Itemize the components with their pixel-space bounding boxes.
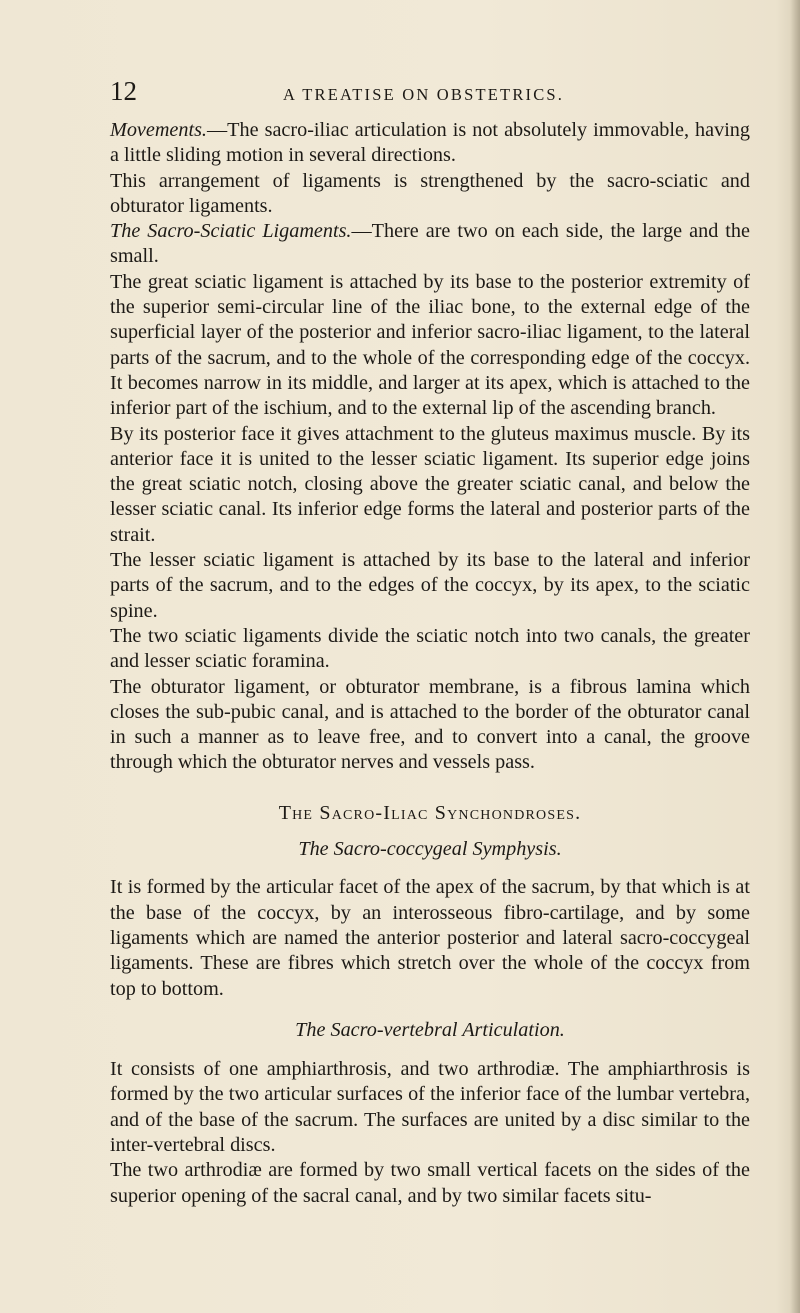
paragraph: The two sciatic ligaments divide the sciatic notch into two canals, the greater and lesser sciatic foramina.	[110, 624, 750, 673]
paragraph: The lesser sciatic ligament is attached by its base to the lateral and inferior parts of the sacrum, and to the edges of the coccyx, by its apex, to the sciatic spine.	[110, 549, 750, 622]
spacer	[110, 776, 750, 801]
subsection-heading-articulation: The Sacro-vertebral Articulation.	[295, 1018, 565, 1041]
paragraph: This arrangement of ligaments is strengthened by the sacro-sciatic and obturator ligaments.	[110, 169, 750, 217]
page-edge-shadow	[790, 0, 800, 1313]
running-title: A TREATISE ON OBSTETRICS.	[283, 85, 565, 104]
paragraph: It consists of one amphiarthrosis, and two arthrodiæ. The amphiarthrosis is formed by the two articular surfaces of the inferior face of the lumbar vertebra, and of the base of the sacrum. The surfaces are united by a disc similar to the inter-vertebral discs.	[110, 1058, 750, 1156]
paragraph-text: —The sacro-iliac articulation is not absolutely immovable, having a little sliding motion in several directions.	[110, 119, 750, 167]
paragraph-lead-sacro-sciatic: The Sacro-Sciatic Ligaments.	[110, 220, 352, 243]
spacer	[110, 826, 750, 837]
spacer	[110, 862, 750, 875]
paragraph-text: —There are two on each side, the large and the small.	[110, 220, 750, 268]
paragraph-sacro-sciatic	[110, 219, 750, 270]
paragraph: By its posterior face it gives attachment to the gluteus maximus muscle. By its anterior face it is united to the lesser sciatic ligament. Its superior edge joins the great sciatic notch, closing above the greater sciatic canal, and below the lesser sciatic canal. Its inferior edge forms the lateral and posterior parts of the strait.	[110, 422, 750, 546]
section-heading-synchondroses: The Sacro-Iliac Synchondroses.	[278, 801, 582, 824]
paragraph-movements	[110, 118, 750, 169]
page-header	[0, 76, 800, 110]
page-number: 12	[110, 76, 137, 106]
spacer	[110, 1043, 750, 1057]
spacer	[110, 1002, 750, 1018]
paragraph: It is formed by the articular facet of the apex of the sacrum, by that which is at the base of the coccyx, by an interosseous fibro-cartilage, and by some ligaments which are named the anterior posterior and lateral sacro-coccygeal ligaments. These are fibres which stretch over the whole of the coccyx from top to bottom.	[110, 876, 750, 1000]
paragraph: The great sciatic ligament is attached by its base to the posterior extremity of the superior semi-circular line of the iliac bone, to the external edge of the superficial layer of the posterior and inferior sacro-iliac ligament, to the lateral parts of the sacrum, and to the whole of the corresponding edge of the coccyx. It becomes narrow in its middle, and larger at its apex, which is attached to the inferior part of the ischium, and to the external lip of the ascending branch.	[110, 270, 750, 420]
paragraph: The two arthrodiæ are formed by two small vertical facets on the sides of the superior opening of the sacral canal, and by two similar facets situ-	[110, 1159, 750, 1207]
page-body	[110, 118, 750, 1209]
paragraph: The obturator ligament, or obturator membrane, is a fibrous lamina which closes the sub-pubic canal, and is attached to the border of the obturator canal in such a manner as to leave free, and to convert into a canal, the groove through which the obturator nerves and vessels pass.	[110, 675, 750, 774]
subsection-heading-symphysis: The Sacro-coccygeal Symphysis.	[298, 838, 562, 861]
paragraph-lead-movements: Movements.	[110, 119, 207, 141]
